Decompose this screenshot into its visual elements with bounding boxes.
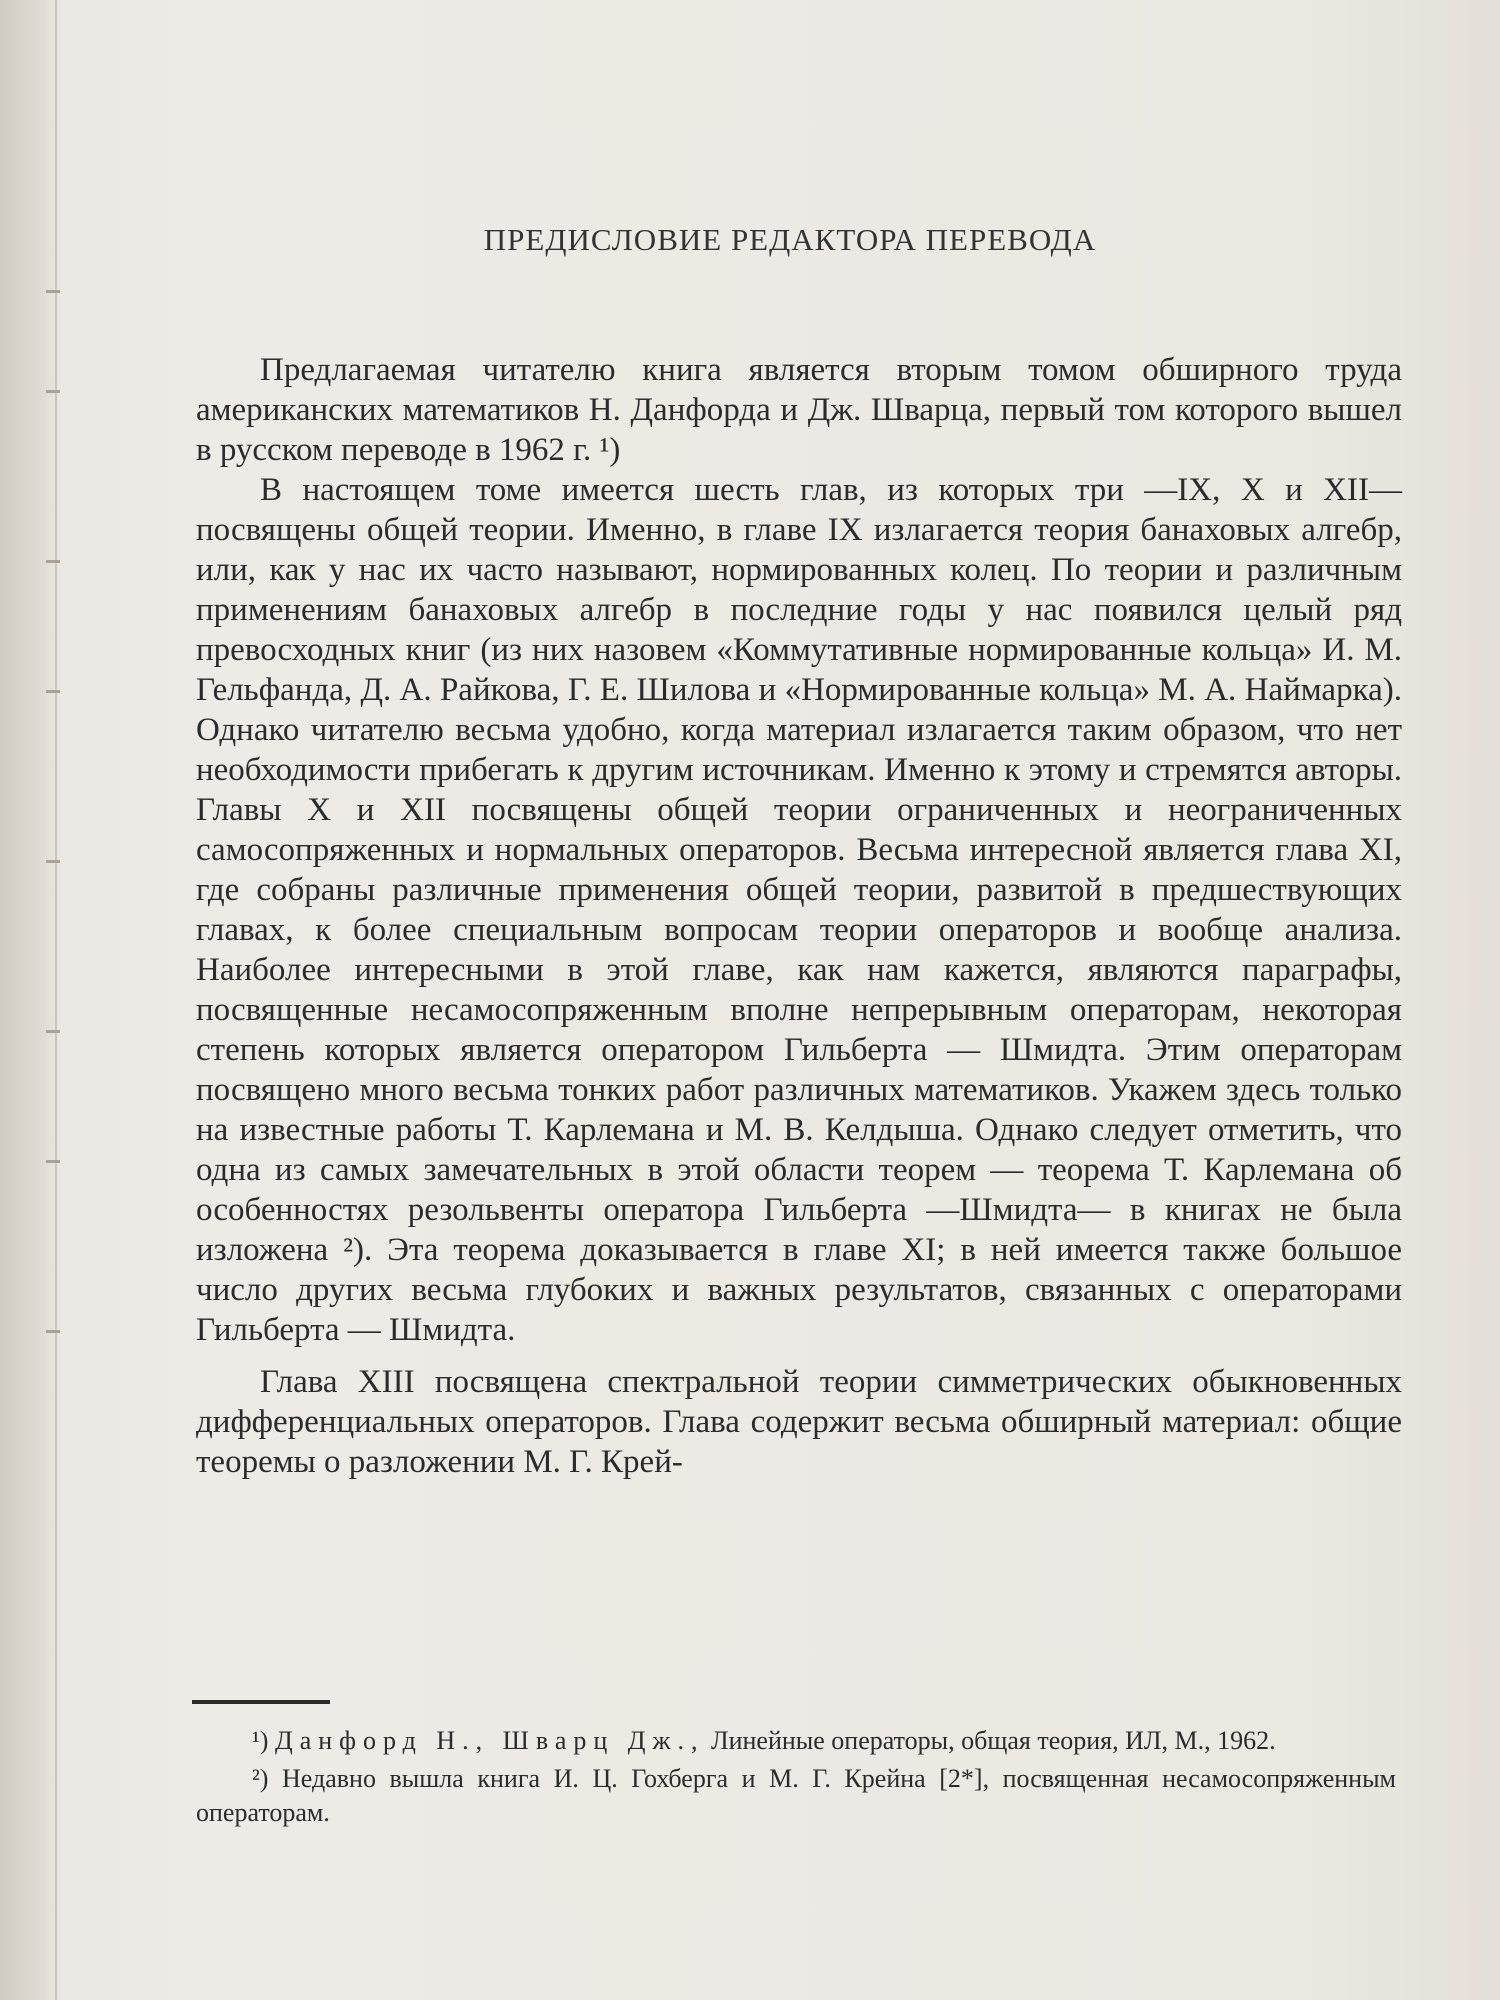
page-gutter bbox=[0, 0, 60, 2000]
binding-stitch bbox=[46, 290, 60, 293]
footnote-divider bbox=[192, 1700, 330, 1704]
binding-stitch bbox=[46, 690, 60, 693]
binding-stitch bbox=[46, 1330, 60, 1333]
footnote bbox=[196, 1724, 1396, 1758]
binding-stitch bbox=[46, 1160, 60, 1163]
footnote-marker: ¹) bbox=[252, 1726, 269, 1755]
binding-stitch bbox=[46, 390, 60, 393]
paragraph: Глава XIII посвящена спектральной теории симметрических обыкновенных дифференциальных операторов. Глава содержит весьма обширный материал: общие теоремы о разложении М. Г. Крей- bbox=[196, 1364, 1402, 1480]
binding-stitch bbox=[46, 560, 60, 563]
footnote-authors: Данфорд Н., Шварц Дж., bbox=[274, 1726, 705, 1755]
binding-stitch bbox=[46, 860, 60, 863]
footnote-marker: ²) bbox=[252, 1764, 269, 1793]
binding-line bbox=[55, 0, 57, 2000]
binding-stitch bbox=[46, 1030, 60, 1033]
footnote bbox=[196, 1762, 1396, 1830]
paragraph: Предлагаемая читателю книга является вторым томом обширного труда американских математиков Н. Данфорда и Дж. Шварца, первый том которого вышел в русском переводе в 1962 г. ¹) bbox=[196, 352, 1402, 468]
page-title: ПРЕДИСЛОВИЕ РЕДАКТОРА ПЕРЕВОДА bbox=[483, 222, 1097, 257]
main-text bbox=[196, 350, 1402, 1482]
footnote-text: Линейные операторы, общая теория, ИЛ, М., 1962. bbox=[710, 1726, 1276, 1755]
paragraph: В настоящем томе имеется шесть глав, из которых три —IX, X и XII— посвящены общей теории. Именно, в главе IX излагается теория банаховых алгебр, или, как у нас их часто называют, нормированных колец. По теории и различным применениям банаховых алгебр в последние годы у нас появился целый ряд превосходных книг (из них назовем «Коммутативные нормированные кольца» И. М. Гельфанда, Д. А. Райкова, Г. Е. Шилова и «Нормированные кольца» М. А. Наймарка). Однако читателю весьма удобно, когда материал излагается таким образом, что нет необходимости прибегать к другим источникам. Именно к этому и стремятся авторы. Главы X и XII посвящены общей теории ограниченных и неограниченных самосопряженных и нормальных операторов. Весьма интересной является глава XI, где собраны различные применения общей теории, развитой в предшествующих главах, к более специальным вопросам теории операторов и вообще анализа. Наиболее интересными в этой главе, как нам кажется, являются параграфы, посвященные несамосопряженным вполне непрерывным операторам, некоторая степень которых является оператором Гильберта — Шмидта. Этим операторам посвящено много весьма тонких работ различных математиков. Укажем здесь только на известные работы Т. Карлемана и М. В. Келдыша. Однако следует отметить, что одна из самых замечательных в этой области теорем — теорема Т. Карлемана об особенностях резольвенты оператора Гильберта —Шмидта— в книгах не была изложена ²). Эта теорема доказывается в главе XI; в ней имеется также большое число других весьма глубоких и важных результатов, связанных с операторами Гильберта — Шмидта. bbox=[196, 472, 1402, 1348]
footnote-text: Недавно вышла книга И. Ц. Гохберга и М. Г. Крейна [2*], посвященная несамосопряженным операторам. bbox=[196, 1764, 1397, 1827]
footnotes bbox=[196, 1724, 1396, 1834]
